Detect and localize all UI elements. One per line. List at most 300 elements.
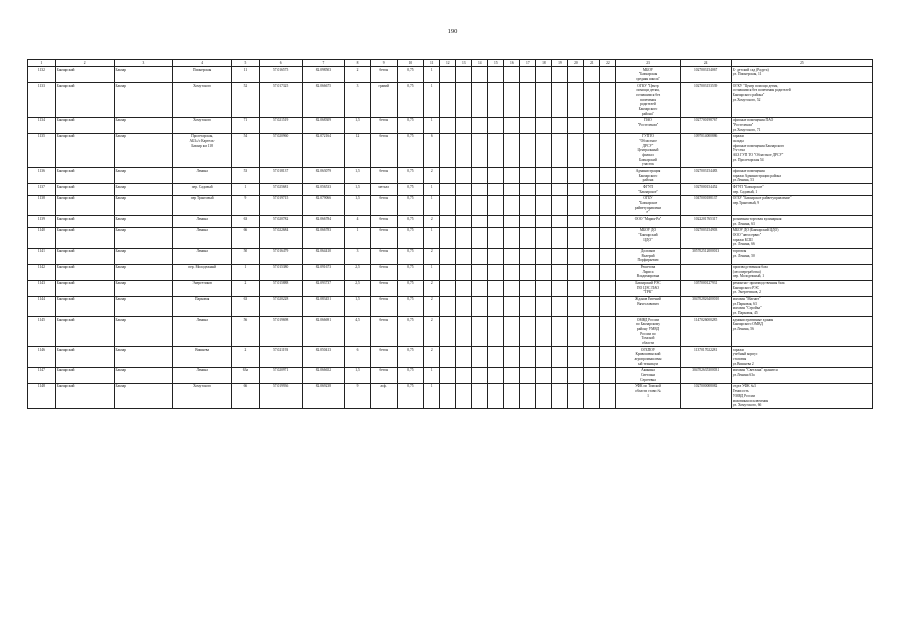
cell-empty <box>584 168 600 184</box>
cell-area: 2,5 <box>345 280 371 296</box>
column-header: 10 <box>397 60 424 67</box>
column-header: 24 <box>680 60 731 67</box>
cell-lat: 57.020782 <box>259 216 302 227</box>
cell-empty <box>456 195 472 216</box>
cell-house: 11 <box>232 67 260 83</box>
table-row <box>28 248 873 264</box>
cell-empty <box>536 117 552 133</box>
cell-count: 1 <box>424 184 440 195</box>
cell-owner: МБОУ ДО "Бакчарский ЦДО" <box>616 227 680 248</box>
cell-empty <box>456 296 472 317</box>
column-header: 1 <box>28 60 56 67</box>
cell-settlement: Бакчар <box>114 296 173 317</box>
cell-surface: бетон <box>370 195 397 216</box>
cell-street: Ленина <box>173 227 232 248</box>
cell-empty <box>584 184 600 195</box>
cell-house: 50 <box>232 248 260 264</box>
cell-street: Ленина <box>173 216 232 227</box>
cell-street: Хомутского <box>173 383 232 408</box>
cell-lon: 82.050413 <box>302 347 345 368</box>
cell-source: производственная база (лесопереработка) пер. Молодежный, 1 <box>731 264 872 280</box>
cell-district: Бакчарский <box>55 67 114 83</box>
cell-empty <box>584 117 600 133</box>
cell-id: 1141 <box>28 248 56 264</box>
cell-house: 52 <box>232 83 260 118</box>
cell-empty <box>488 227 504 248</box>
cell-empty <box>552 264 568 280</box>
cell-empty <box>568 67 584 83</box>
cell-empty <box>600 296 616 317</box>
cell-settlement: Бакчар <box>114 168 173 184</box>
column-header: 23 <box>616 60 680 67</box>
cell-lat: 57.019936 <box>259 383 302 408</box>
cell-id: 1132 <box>28 67 56 83</box>
cell-lon: 82.066675 <box>302 83 345 118</box>
column-header: 25 <box>731 60 872 67</box>
cell-id: 1137 <box>28 184 56 195</box>
cell-count: 1 <box>424 367 440 383</box>
cell-settlement: Бакчар <box>114 67 173 83</box>
cell-empty <box>472 296 488 317</box>
cell-empty <box>584 83 600 118</box>
cell-id: 1142 <box>28 264 56 280</box>
cell-settlement: Бакчар <box>114 264 173 280</box>
cell-count: 1 <box>424 195 440 216</box>
cell-empty <box>504 117 520 133</box>
cell-empty <box>552 67 568 83</box>
cell-source: магазин "Светлана" хранится ул.Ленина 63а <box>731 367 872 383</box>
cell-empty <box>520 383 536 408</box>
cell-volume: 0,75 <box>397 347 424 368</box>
cell-empty <box>568 248 584 264</box>
cell-empty <box>456 227 472 248</box>
cell-surface: бетон <box>370 248 397 264</box>
column-header: 11 <box>424 60 440 67</box>
cell-empty <box>440 264 456 280</box>
cell-empty <box>568 280 584 296</box>
cell-owner: ФГУП "Бакчарское" <box>616 184 680 195</box>
cell-empty <box>472 280 488 296</box>
cell-volume: 0,75 <box>397 168 424 184</box>
cell-id: 1136 <box>28 168 56 184</box>
cell-empty <box>504 216 520 227</box>
cell-empty <box>520 317 536 347</box>
cell-empty <box>600 367 616 383</box>
cell-area: 3 <box>345 83 371 118</box>
cell-street: Ленина <box>173 248 232 264</box>
cell-volume: 0,75 <box>397 216 424 227</box>
cell-street: пер. Садовый <box>173 184 232 195</box>
cell-district: Бакчарский <box>55 133 114 168</box>
column-header: 5 <box>232 60 260 67</box>
cell-area: 2 <box>345 67 371 83</box>
cell-empty <box>488 317 504 347</box>
cell-empty <box>552 367 568 383</box>
cell-empty <box>488 367 504 383</box>
table-body <box>28 67 873 409</box>
cell-lat: 57.022684 <box>259 227 302 248</box>
cell-empty <box>552 248 568 264</box>
cell-volume: 0,75 <box>397 83 424 118</box>
cell-empty <box>456 367 472 383</box>
table-row <box>28 367 873 383</box>
column-header: 21 <box>584 60 600 67</box>
cell-settlement: Бакчар <box>114 216 173 227</box>
cell-empty <box>488 264 504 280</box>
cell-empty <box>440 67 456 83</box>
cell-street: Хомутского <box>173 83 232 118</box>
cell-empty <box>504 383 520 408</box>
cell-empty <box>552 383 568 408</box>
cell-id: 1138 <box>28 195 56 216</box>
column-header: 16 <box>504 60 520 67</box>
cell-empty <box>440 367 456 383</box>
cell-empty <box>504 184 520 195</box>
cell-owner: Решетова Лариса Владимировна <box>616 264 680 280</box>
cell-street: Вишнева <box>173 347 232 368</box>
column-header: 22 <box>600 60 616 67</box>
cell-empty <box>552 216 568 227</box>
cell-empty <box>440 216 456 227</box>
cell-lat: 57.020960 <box>259 133 302 168</box>
cell-source: МБОУ ДО (Бакчарский ЦДО) ООО "автосервис" гаражи БСШ ул. Ленина, 66 <box>731 227 872 248</box>
cell-empty <box>472 133 488 168</box>
cell-empty <box>504 317 520 347</box>
cell-settlement: Бакчар <box>114 347 173 368</box>
cell-surface: металл <box>370 184 397 195</box>
cell-empty <box>600 248 616 264</box>
cell-id: 1140 <box>28 227 56 248</box>
cell-empty <box>568 296 584 317</box>
cell-source: гаражи склады офисные помещения Бакчарского Уч-стка АБЗ ГУП ТО "Областное ДРСУ" ул. Пролетарская 54 <box>731 133 872 168</box>
cell-empty <box>504 280 520 296</box>
cell-source: ОГКУ "Центр помощи детям, оставшимся без попечения родителей Бакчарского района" ул.Хомутского, 52 <box>731 83 872 118</box>
cell-lat: 57.017325 <box>259 83 302 118</box>
cell-empty <box>456 168 472 184</box>
cell-owner: ГУПТО "Областное ДРСУ" Центральный филиал Бакчарский участок <box>616 133 680 168</box>
cell-owner: Долгаков Валерий Порфирьевич <box>616 248 680 264</box>
cell-empty <box>552 184 568 195</box>
cell-owner: ОГБПОУ Кривошеинский агропромышленн ый техникум <box>616 347 680 368</box>
cell-house: 63а <box>232 367 260 383</box>
cell-empty <box>600 67 616 83</box>
cell-surface: бетон <box>370 133 397 168</box>
cell-lat: 57.025681 <box>259 184 302 195</box>
cell-empty <box>584 367 600 383</box>
cell-district: Бакчарский <box>55 216 114 227</box>
table-row <box>28 317 873 347</box>
cell-empty <box>504 67 520 83</box>
cell-empty <box>472 227 488 248</box>
cell-empty <box>536 248 552 264</box>
cell-count: 1 <box>424 67 440 83</box>
cell-empty <box>440 248 456 264</box>
table-row <box>28 216 873 227</box>
cell-owner: ПАО "Ростелеком" <box>616 117 680 133</box>
cell-source: ОГБУ "Бакчарское райветуправление" пер.Трактовый, 9 <box>731 195 872 216</box>
cell-empty <box>472 184 488 195</box>
cell-empty <box>568 168 584 184</box>
cell-empty <box>568 317 584 347</box>
cell-empty <box>552 133 568 168</box>
cell-area: 4 <box>345 216 371 227</box>
cell-empty <box>520 248 536 264</box>
cell-ogrn: 1027003154903 <box>680 227 731 248</box>
cell-owner: Администрация Бакчарского района <box>616 168 680 184</box>
cell-count: 2 <box>424 216 440 227</box>
cell-empty <box>520 280 536 296</box>
cell-district: Бакчарский <box>55 117 114 133</box>
cell-house: 53 <box>232 168 260 184</box>
cell-id: 1143 <box>28 280 56 296</box>
cell-id: 1133 <box>28 83 56 118</box>
cell-settlement: Бакчар <box>114 117 173 133</box>
cell-empty <box>440 83 456 118</box>
cell-ogrn: 1027003154483 <box>680 168 731 184</box>
cell-owner: Жданов Евгений Вячеславович <box>616 296 680 317</box>
cell-empty <box>440 133 456 168</box>
cell-source: отдел УФК №3 Гемисость УМВД России маховикая исключения ул. Хомутского, 66 <box>731 383 872 408</box>
cell-lat: 57.020971 <box>259 367 302 383</box>
cell-count: 1 <box>424 227 440 248</box>
cell-settlement: Бакчар <box>114 317 173 347</box>
cell-surface: бетон <box>370 216 397 227</box>
registry-table <box>27 59 873 409</box>
cell-lat: 57.020228 <box>259 296 302 317</box>
cell-settlement: Бакчар <box>114 133 173 168</box>
cell-id: 1135 <box>28 133 56 168</box>
cell-district: Бакчарский <box>55 317 114 347</box>
cell-lat: 57.015380 <box>259 264 302 280</box>
cell-surface: бетон <box>370 347 397 368</box>
cell-empty <box>552 195 568 216</box>
cell-empty <box>472 248 488 264</box>
cell-house: 63 <box>232 216 260 227</box>
cell-district: Бакчарский <box>55 184 114 195</box>
cell-district: Бакчарский <box>55 367 114 383</box>
cell-empty <box>488 184 504 195</box>
cell-source: магазин "Магнит" ул.Парковая, 63 магазин "Стройка" ул. Парковая, 45 <box>731 296 872 317</box>
cell-empty <box>600 383 616 408</box>
cell-house: 2 <box>232 347 260 368</box>
cell-empty <box>488 347 504 368</box>
cell-empty <box>584 264 600 280</box>
cell-lon: 82.091673 <box>302 264 345 280</box>
cell-empty <box>600 227 616 248</box>
cell-empty <box>536 67 552 83</box>
cell-street: Ленина <box>173 168 232 184</box>
cell-empty <box>600 216 616 227</box>
cell-empty <box>536 280 552 296</box>
cell-ogrn: 1027000154452 <box>680 184 731 195</box>
cell-count: 1 <box>424 383 440 408</box>
cell-surface: бетон <box>370 227 397 248</box>
column-header: 4 <box>173 60 232 67</box>
cell-empty <box>456 280 472 296</box>
cell-empty <box>488 280 504 296</box>
column-header: 9 <box>370 60 397 67</box>
cell-empty <box>440 168 456 184</box>
cell-empty <box>456 117 472 133</box>
cell-source: офисные помещения ПАО "Ростелеком" ул.Хомутского, 71 <box>731 117 872 133</box>
cell-owner: МБОУ "Бакчарская средняя школа" <box>616 67 680 83</box>
table-row <box>28 83 873 118</box>
cell-empty <box>520 83 536 118</box>
cell-area: 3 <box>345 248 371 264</box>
cell-ogrn <box>680 264 731 280</box>
cell-district: Бакчарский <box>55 383 114 408</box>
cell-empty <box>584 248 600 264</box>
cell-settlement: Бакчар <box>114 83 173 118</box>
cell-street: Парковая <box>173 296 232 317</box>
cell-empty <box>504 133 520 168</box>
cell-empty <box>600 264 616 280</box>
cell-empty <box>504 248 520 264</box>
cell-empty <box>584 317 600 347</box>
cell-empty <box>520 195 536 216</box>
cell-lon: 82.083451 <box>302 296 345 317</box>
cell-count: 1 <box>424 117 440 133</box>
cell-empty <box>568 367 584 383</box>
cell-empty <box>520 227 536 248</box>
cell-empty <box>440 117 456 133</box>
cell-area: 1,5 <box>345 296 371 317</box>
column-header: 20 <box>568 60 584 67</box>
cell-house: 2 <box>232 280 260 296</box>
cell-empty <box>472 195 488 216</box>
cell-source: ремонтно- производственная база Бакчарского РЭС ул. Энергетиков, 2 <box>731 280 872 296</box>
table-row <box>28 168 873 184</box>
cell-id: 1147 <box>28 367 56 383</box>
cell-empty <box>568 195 584 216</box>
cell-volume: 0,75 <box>397 248 424 264</box>
cell-empty <box>584 216 600 227</box>
cell-ogrn: 1047000188137 <box>680 195 731 216</box>
cell-empty <box>584 227 600 248</box>
table-row <box>28 117 873 133</box>
cell-empty <box>488 168 504 184</box>
cell-empty <box>472 264 488 280</box>
cell-empty <box>456 184 472 195</box>
cell-settlement: Бакчар <box>114 227 173 248</box>
cell-empty <box>600 280 616 296</box>
cell-empty <box>488 195 504 216</box>
column-header: 15 <box>488 60 504 67</box>
cell-empty <box>472 168 488 184</box>
cell-district: Бакчарский <box>55 227 114 248</box>
cell-empty <box>456 383 472 408</box>
cell-empty <box>456 83 472 118</box>
cell-area: 6 <box>345 347 371 368</box>
cell-empty <box>600 168 616 184</box>
cell-street: Ленина <box>173 317 232 347</box>
cell-settlement: Бакчар <box>114 367 173 383</box>
cell-empty <box>584 296 600 317</box>
cell-count: 2 <box>424 347 440 368</box>
cell-volume: 0,75 <box>397 133 424 168</box>
cell-lon: 82.064410 <box>302 248 345 264</box>
cell-empty <box>456 133 472 168</box>
cell-empty <box>472 317 488 347</box>
cell-empty <box>520 168 536 184</box>
cell-empty <box>568 117 584 133</box>
cell-empty <box>504 367 520 383</box>
cell-empty <box>488 117 504 133</box>
cell-empty <box>504 168 520 184</box>
cell-volume: 0,75 <box>397 367 424 383</box>
cell-empty <box>504 264 520 280</box>
cell-house: 54 <box>232 133 260 168</box>
cell-area: 1,5 <box>345 195 371 216</box>
column-header: 2 <box>55 60 114 67</box>
cell-lat: 57.015888 <box>259 280 302 296</box>
column-header: 12 <box>440 60 456 67</box>
table-row <box>28 133 873 168</box>
cell-empty <box>552 317 568 347</box>
cell-empty <box>536 195 552 216</box>
cell-empty <box>552 117 568 133</box>
cell-empty <box>552 347 568 368</box>
cell-lon: 82.056533 <box>302 184 345 195</box>
cell-empty <box>504 195 520 216</box>
cell-empty <box>472 117 488 133</box>
cell-id: 1148 <box>28 383 56 408</box>
cell-empty <box>600 184 616 195</box>
cell-empty <box>520 184 536 195</box>
cell-owner: ОГКУ "Центр помощи детям, оставшимся без попечения родителей Бакчарского района" <box>616 83 680 118</box>
cell-empty <box>536 347 552 368</box>
cell-settlement: Бакчар <box>114 195 173 216</box>
cell-lat: 57.018137 <box>259 168 302 184</box>
cell-empty <box>600 317 616 347</box>
column-header: 13 <box>456 60 472 67</box>
column-header: 3 <box>114 60 173 67</box>
column-header: 6 <box>259 60 302 67</box>
cell-lon: 82.079066 <box>302 195 345 216</box>
cell-count: 1 <box>424 83 440 118</box>
cell-area: 1 <box>345 227 371 248</box>
column-header: 18 <box>536 60 552 67</box>
cell-street: пер Трактовый <box>173 195 232 216</box>
cell-ogrn: 305702512000013 <box>680 248 731 264</box>
cell-district: Бакчарский <box>55 296 114 317</box>
cell-empty <box>536 383 552 408</box>
cell-lon: 82.093737 <box>302 280 345 296</box>
cell-count: 2 <box>424 248 440 264</box>
cell-empty <box>488 248 504 264</box>
cell-empty <box>600 117 616 133</box>
cell-empty <box>600 347 616 368</box>
cell-volume: 0,75 <box>397 280 424 296</box>
cell-ogrn: 1027700198767 <box>680 117 731 133</box>
cell-owner: Акинина Светлана Сергеевна <box>616 367 680 383</box>
cell-empty <box>552 168 568 184</box>
column-header: 17 <box>520 60 536 67</box>
cell-lon: 82.066691 <box>302 317 345 347</box>
cell-empty <box>520 367 536 383</box>
cell-settlement: Бакчар <box>114 383 173 408</box>
cell-owner: ОГБУ "Бакчарское райветуправлени е" <box>616 195 680 216</box>
cell-empty <box>568 347 584 368</box>
cell-surface: гравий <box>370 83 397 118</box>
cell-ogrn: 1147026000285 <box>680 317 731 347</box>
cell-district: Бакчарский <box>55 280 114 296</box>
cell-ogrn: 1057000127931 <box>680 280 731 296</box>
cell-house: 9 <box>232 195 260 216</box>
cell-settlement: Бакчар <box>114 184 173 195</box>
cell-empty <box>584 133 600 168</box>
cell-source: ФГУП "Бакчарское" пер. Садовый, 1 <box>731 184 872 195</box>
